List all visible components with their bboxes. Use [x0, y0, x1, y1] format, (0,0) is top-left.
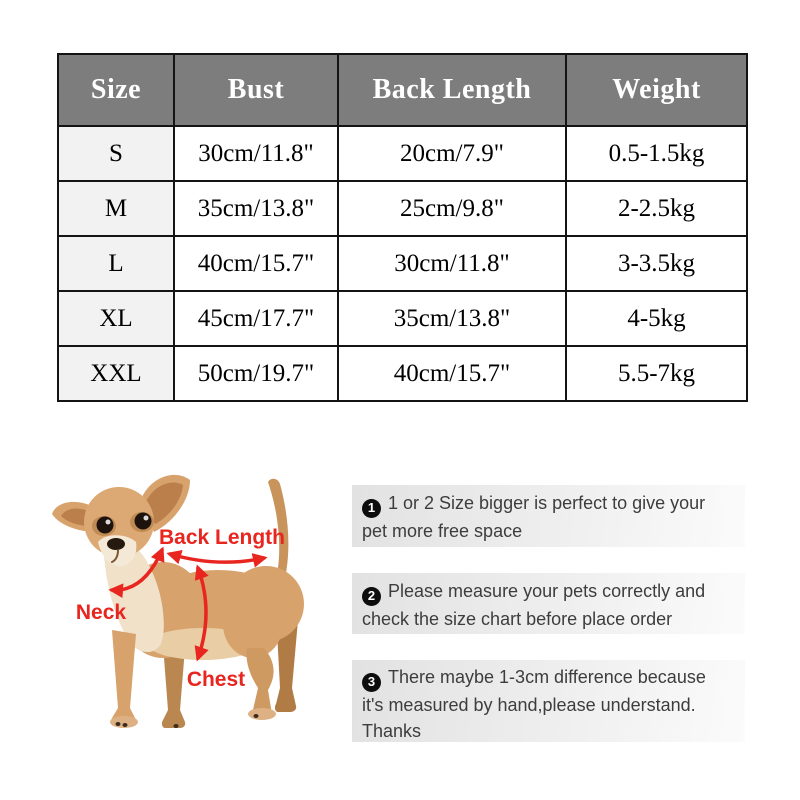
bust-cell: 40cm/15.7" — [174, 236, 338, 291]
bust-cell: 35cm/13.8" — [174, 181, 338, 236]
header-bust: Bust — [174, 54, 338, 126]
table-row-s — [58, 126, 747, 181]
note-number-badge: 2 — [362, 587, 381, 606]
bust-cell: 45cm/17.7" — [174, 291, 338, 346]
bust-cell: 30cm/11.8" — [174, 126, 338, 181]
table-row-xxl — [58, 346, 747, 401]
size-cell: L — [58, 236, 174, 291]
note-number-badge: 1 — [362, 499, 381, 518]
size-cell: S — [58, 126, 174, 181]
table-row-l — [58, 236, 747, 291]
note-3 — [352, 660, 745, 742]
size-cell: M — [58, 181, 174, 236]
weight-cell: 0.5-1.5kg — [566, 126, 747, 181]
neck-label: Neck — [75, 601, 127, 624]
note-2 — [352, 573, 745, 634]
note-text: 1 or 2 Size bigger is perfect to give your — [388, 493, 706, 513]
size-cell: XL — [58, 291, 174, 346]
header-weight: Weight — [566, 54, 747, 126]
table-row-xl — [58, 291, 747, 346]
size-table — [57, 53, 748, 402]
bust-cell: 50cm/19.7" — [174, 346, 338, 401]
note-line — [362, 578, 735, 606]
note-line — [362, 490, 735, 518]
back-length-label: Back Length — [158, 526, 286, 549]
dog-eye — [97, 517, 114, 534]
back-length-arrow — [170, 554, 264, 562]
dog-measurement-diagram — [28, 462, 328, 762]
note-text: There maybe 1-3cm difference because — [388, 667, 706, 687]
note-line — [362, 664, 735, 692]
dog-nose — [107, 538, 125, 550]
size-cell: XXL — [58, 346, 174, 401]
weight-cell: 3-3.5kg — [566, 236, 747, 291]
chihuahua-photo-illustration — [28, 462, 328, 762]
back-length-cell: 25cm/9.8" — [338, 181, 566, 236]
note-text: Thanks — [362, 720, 422, 741]
table-header-row — [58, 54, 747, 126]
note-1 — [352, 485, 745, 547]
dog-near-front-leg — [111, 630, 136, 726]
note-number-badge: 3 — [362, 673, 381, 692]
note-text: it's measured by hand,please understand. — [362, 694, 696, 715]
weight-cell: 4-5kg — [566, 291, 747, 346]
dog-eye — [135, 513, 152, 530]
note-text: Please measure your pets correctly and — [388, 581, 706, 601]
header-size: Size — [58, 54, 174, 126]
table-row-m — [58, 181, 747, 236]
weight-cell: 5.5-7kg — [566, 346, 747, 401]
header-back-length: Back Length — [338, 54, 566, 126]
dog-thigh — [223, 590, 283, 658]
back-length-cell: 35cm/13.8" — [338, 291, 566, 346]
dog-near-rear-leg — [246, 648, 273, 714]
back-length-cell: 30cm/11.8" — [338, 236, 566, 291]
note-text: check the size chart before place order — [362, 608, 673, 629]
back-length-cell: 40cm/15.7" — [338, 346, 566, 401]
note-text: pet more free space — [362, 520, 523, 541]
weight-cell: 2-2.5kg — [566, 181, 747, 236]
chest-label: Chest — [186, 668, 246, 691]
back-length-cell: 20cm/7.9" — [338, 126, 566, 181]
